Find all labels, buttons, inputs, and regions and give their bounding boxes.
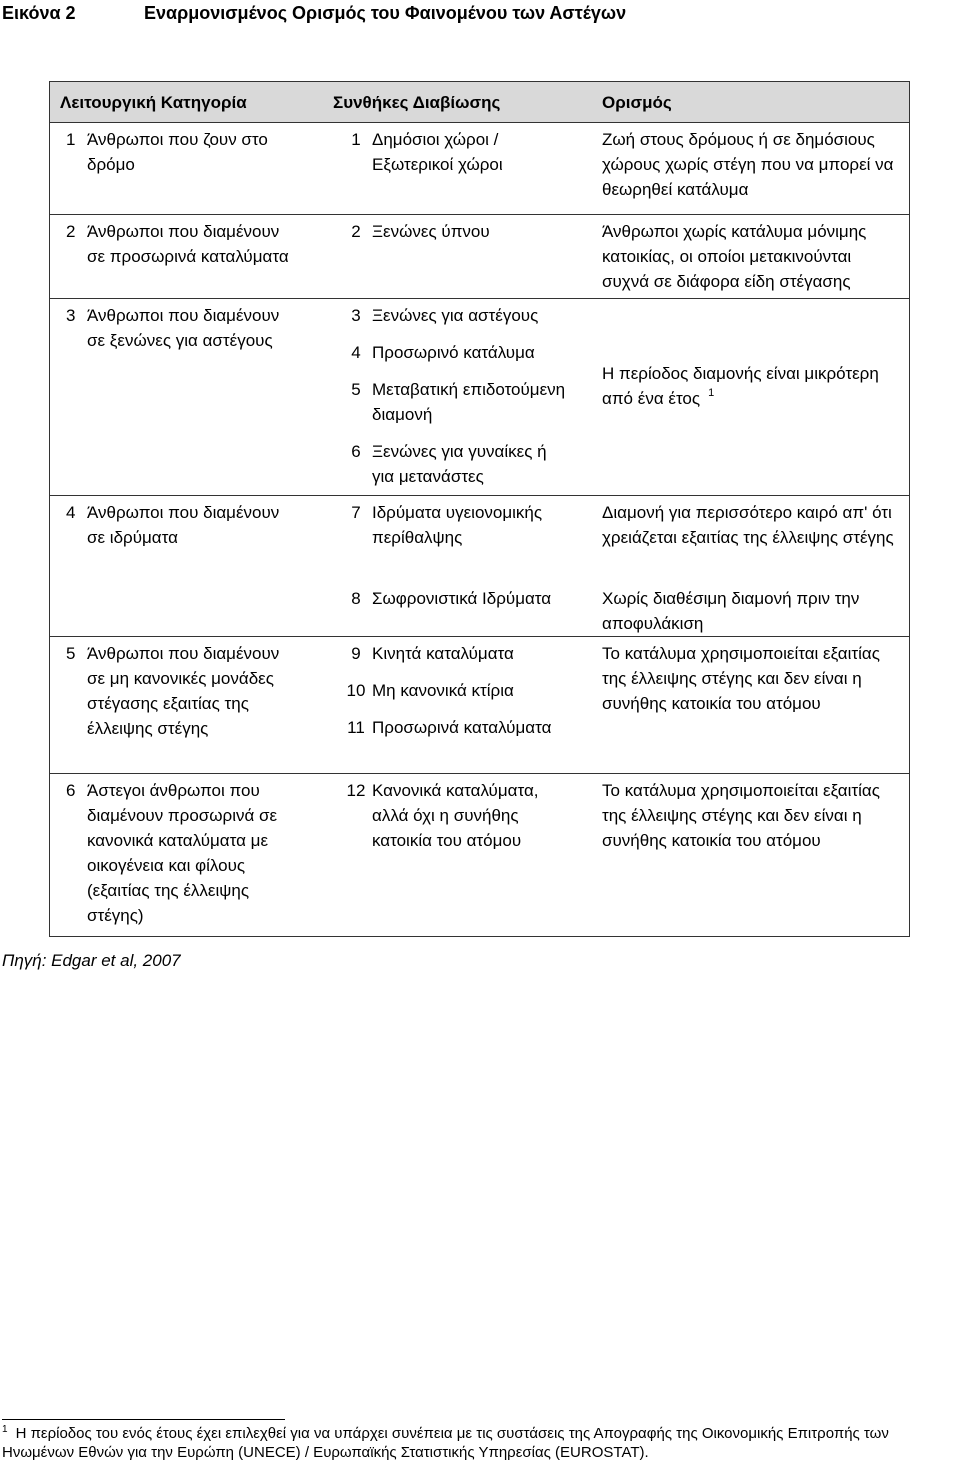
footnote-number: 1 (2, 1424, 8, 1435)
conditions-cell (340, 637, 598, 752)
conditions-cell (340, 123, 598, 202)
conditions-cell (340, 299, 598, 495)
category-cell (50, 637, 340, 773)
condition-text: Προσωρινό κατάλυμα (372, 343, 535, 362)
condition-item (340, 127, 598, 177)
category-number: 6 (66, 781, 76, 800)
footnote-text: Η περίοδος του ενός έτους έχει επιλεχθεί για να υπάρχει συνέπεια με τις συστάσεις της Απογραφής της Οικονομικής Επιτροπής των Ηνωμένων Εθνών για την Ευρώπη (UNECE) / Ευρωπαϊκής Στατιστικής Υπηρεσίας (EUROSTAT). (2, 1425, 889, 1461)
category-number: 2 (66, 222, 76, 241)
condition-text: Μη κανονικά κτίρια (372, 681, 514, 700)
conditions-cell (340, 215, 598, 294)
definition-cell: Χωρίς διαθέσιμη διαμονή πριν την αποφυλάκιση (602, 589, 860, 633)
homelessness-definition-table (49, 81, 910, 937)
category-number: 5 (66, 644, 76, 663)
condition-text: Ιδρύματα υγειονομικής περίθαλψης (372, 503, 543, 547)
table-row (50, 215, 909, 299)
condition-item (340, 778, 598, 853)
condition-text: Προσωρινά καταλύματα (372, 718, 552, 737)
condition-number: 10 (346, 681, 366, 700)
condition-number: 1 (351, 130, 361, 149)
condition-number: 7 (351, 503, 361, 522)
condition-text: Μεταβατική επιδοτούμενη διαμονή (372, 380, 566, 424)
condition-item (340, 641, 598, 666)
header-conditions: Συνθήκες Διαβίωσης (333, 92, 501, 112)
condition-number: 3 (351, 306, 361, 325)
category-text: Άνθρωποι που διαμένουν σε ξενώνες για αστέγους (87, 306, 280, 350)
footnote (2, 1424, 960, 1462)
table-row (50, 299, 909, 496)
figure-title: Εναρμονισμένος Ορισμός του Φαινομένου των Αστέγων (144, 3, 627, 23)
condition-text: Κανονικά καταλύματα, αλλά όχι η συνήθης κατοικία του ατόμου (372, 781, 539, 850)
table-row (50, 637, 909, 774)
footnote-divider (2, 1419, 285, 1420)
condition-number: 4 (351, 343, 361, 362)
condition-number: 9 (351, 644, 361, 663)
definition-cell: Διαμονή για περισσότερο καιρό απ' ότι χρειάζεται εξαιτίας της έλλειψης στέγης (602, 503, 894, 547)
condition-text: Δημόσιοι χώροι / Εξωτερικοί χώροι (372, 130, 503, 174)
category-text: Άνθρωποι που διαμένουν σε ιδρύματα (87, 503, 280, 547)
definition-cell: Το κατάλυμα χρησιμοποιείται εξαιτίας της έλλειψης στέγης και δεν είναι η συνήθης κατοικία του ατόμου (602, 781, 880, 850)
category-cell (50, 496, 340, 636)
condition-number: 11 (347, 718, 365, 737)
condition-item (340, 303, 598, 328)
definition-cell: Το κατάλυμα χρησιμοποιείται εξαιτίας της έλλειψης στέγης και δεν είναι η συνήθης κατοικία του ατόμου (602, 644, 880, 713)
definition-cell: Ζωή στους δρόμους ή σε δημόσιους χώρους χωρίς στέγη που να μπορεί να θεωρηθεί κατάλυμα (602, 130, 894, 199)
condition-item (340, 500, 598, 550)
condition-item (340, 219, 598, 244)
category-text: Άνθρωποι που ζουν στο δρόμο (87, 130, 268, 174)
header-definition: Ορισμός (602, 92, 672, 112)
category-cell (50, 774, 340, 936)
condition-text: Ξενώνες για αστέγους (372, 306, 539, 325)
condition-item (340, 340, 598, 365)
condition-number: 12 (346, 781, 366, 800)
definition-cell: Άνθρωποι χωρίς κατάλυμα μόνιμης κατοικίας, οι οποίοι μετακινούνται συχνά σε διάφορα είδη στέγασης (602, 222, 867, 291)
category-cell (50, 299, 340, 495)
table-row (50, 123, 909, 215)
category-number: 4 (66, 503, 76, 522)
conditions-cell (340, 774, 598, 865)
condition-text: Σωφρονιστικά Ιδρύματα (372, 589, 552, 608)
condition-item (340, 439, 598, 489)
conditions-cell (340, 582, 598, 636)
condition-number: 2 (351, 222, 361, 241)
category-number: 1 (66, 130, 76, 149)
conditions-cell (340, 496, 598, 582)
condition-text: Κινητά καταλύματα (372, 644, 514, 663)
condition-item (340, 377, 598, 427)
definition-cell (598, 299, 909, 495)
condition-item (340, 715, 598, 740)
category-number: 3 (66, 306, 76, 325)
table-row (50, 774, 909, 936)
condition-item (340, 586, 598, 611)
condition-number: 6 (351, 442, 361, 461)
category-text: Άστεγοι άνθρωποι που διαμένουν προσωρινά σε κανονικά καταλύματα με οικογένεια και φίλους (εξαιτίας της έλλειψης στέγης) (87, 781, 278, 925)
condition-number: 5 (351, 380, 361, 399)
table-header (50, 82, 909, 123)
table-row (50, 496, 909, 637)
category-text: Άνθρωποι που διαμένουν σε προσωρινά καταλύματα (87, 222, 289, 266)
category-text: Άνθρωποι που διαμένουν σε μη κανονικές μονάδες στέγασης εξαιτίας της έλλειψης στέγης (87, 644, 280, 738)
figure-label: Εικόνα 2 (2, 3, 76, 23)
condition-number: 8 (351, 589, 361, 608)
header-category: Λειτουργική Κατηγορία (60, 92, 247, 112)
category-cell (50, 215, 340, 298)
source-note: Πηγή: Edgar et al, 2007 (2, 951, 181, 970)
category-cell (50, 123, 340, 214)
condition-text: Ξενώνες ύπνου (372, 222, 490, 241)
footnote-reference: 1 (708, 387, 715, 399)
definition-text: Η περίοδος διαμονής είναι μικρότερη από ένα έτος (602, 364, 879, 408)
condition-text: Ξενώνες για γυναίκες ή για μετανάστες (372, 442, 547, 486)
condition-item (340, 678, 598, 703)
